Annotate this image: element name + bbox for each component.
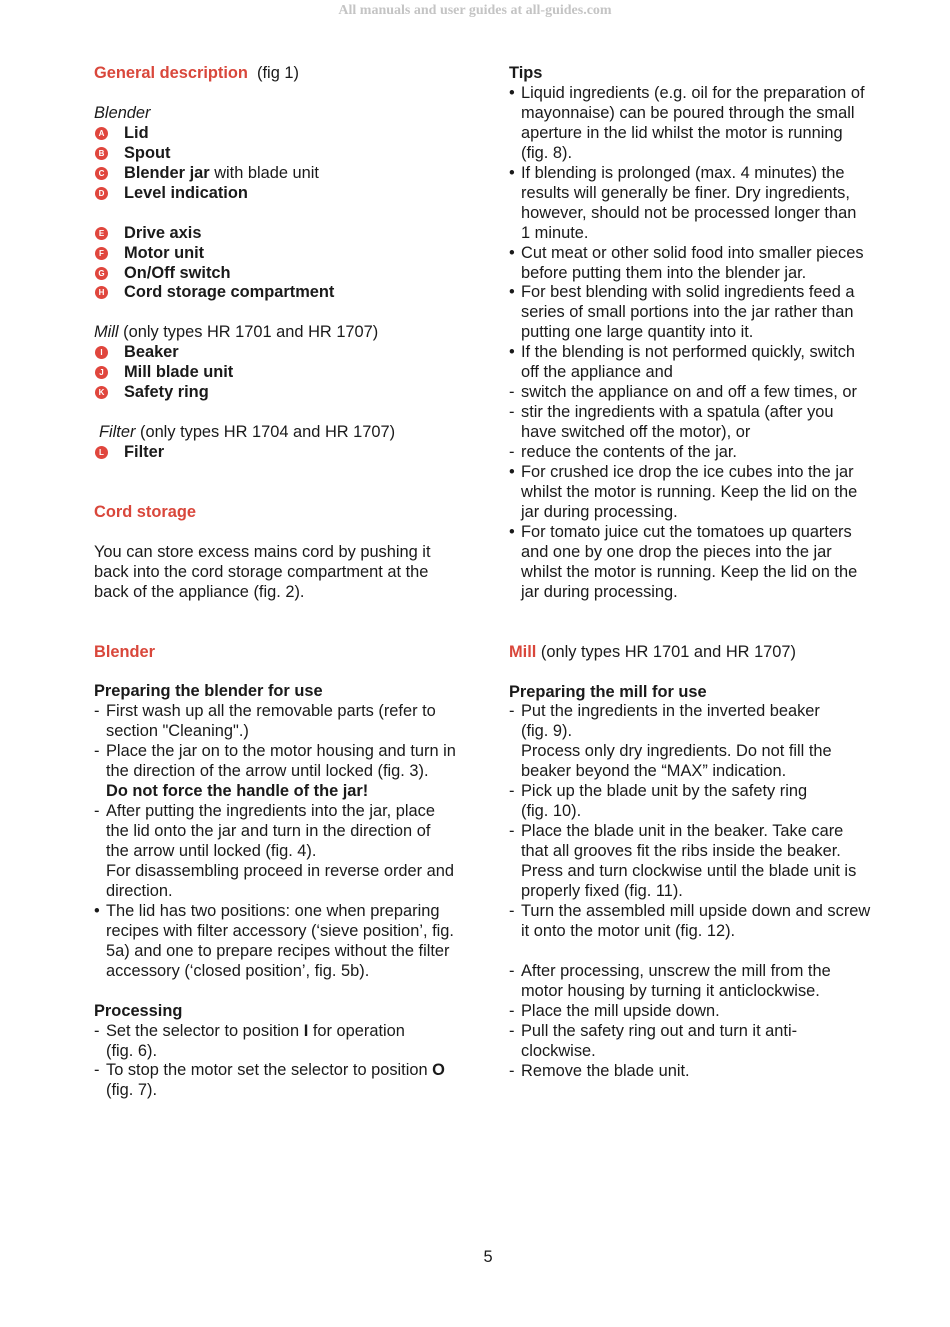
list-marker: - xyxy=(509,702,515,721)
part-name: Mill blade unit xyxy=(124,363,234,382)
part-item xyxy=(94,343,489,363)
tips-list xyxy=(509,84,899,603)
text-line: (fig. 6). xyxy=(106,1041,158,1060)
list-item xyxy=(509,383,899,403)
part-item xyxy=(94,184,489,204)
text-line: back into the cord storage compartment at the xyxy=(94,562,429,581)
left-column xyxy=(94,64,489,1101)
part-badge-icon: L xyxy=(95,446,108,459)
list-item xyxy=(509,1022,899,1062)
text-line: Press and turn clockwise until the blade unit is xyxy=(521,862,857,881)
list-marker: • xyxy=(509,83,515,102)
list-item xyxy=(509,1062,899,1082)
text-line: whilst the motor is running. Keep the lid on the xyxy=(521,483,858,502)
parts-list-b xyxy=(94,224,489,304)
warning-line: Do not force the handle of the jar! xyxy=(106,782,369,801)
list-marker: • xyxy=(509,343,515,362)
text-line: reduce the contents of the jar. xyxy=(521,443,737,462)
text-line: clockwise. xyxy=(521,1041,596,1060)
text-line: Place the blade unit in the beaker. Take care xyxy=(521,822,844,841)
mill-label: Mill xyxy=(94,323,119,342)
blender-label: Blender xyxy=(94,103,151,122)
text-line: and one by one drop the pieces into the jar xyxy=(521,542,832,561)
text-line: beaker beyond the “MAX” indication. xyxy=(521,762,787,781)
list-marker: - xyxy=(509,443,515,462)
list-marker: - xyxy=(509,1001,515,1020)
list-marker: - xyxy=(509,383,515,402)
mill-heading: Mill xyxy=(509,642,537,661)
text-line: it onto the motor unit (fig. 12). xyxy=(521,921,736,940)
text-line: aperture in the lid whilst the motor is running xyxy=(521,123,843,142)
part-item xyxy=(94,244,489,264)
list-marker: - xyxy=(509,961,515,980)
filter-types: (only types HR 1704 and HR 1707) xyxy=(135,423,396,442)
text-line: After putting the ingredients into the jar, place xyxy=(106,802,435,821)
text-line: (fig. 9). xyxy=(521,722,573,741)
part-name: On/Off switch xyxy=(124,263,231,282)
mill-types: (only types HR 1701 and HR 1707) xyxy=(118,323,379,342)
text-line: the lid onto the jar and turn in the direction of xyxy=(106,822,431,841)
part-badge-icon: E xyxy=(95,227,108,240)
text-line: Place the jar on to the motor housing and turn in xyxy=(106,742,456,761)
text-line: For disassembling proceed in reverse order and xyxy=(106,861,455,880)
text-line: 1 minute. xyxy=(521,223,589,242)
text-line: Turn the assembled mill upside down and screw xyxy=(521,901,871,920)
list-marker: - xyxy=(94,702,100,721)
part-item xyxy=(94,363,489,383)
text-span: To stop the motor set the selector to position xyxy=(106,1061,433,1080)
cord-storage-heading: Cord storage xyxy=(94,502,197,521)
page-number: 5 xyxy=(483,1248,493,1266)
right-column xyxy=(509,64,899,1082)
text-line: results will generally be finer. Dry ingredients, xyxy=(521,183,850,202)
text-line: that all grooves fit the ribs inside the beaker. xyxy=(521,842,841,861)
text-line: the arrow until locked (fig. 4). xyxy=(106,842,317,861)
text-line: off the appliance and xyxy=(521,363,673,382)
part-item xyxy=(94,124,489,144)
text-line: the direction of the arrow until locked (fig. 3). xyxy=(106,762,429,781)
text-line: series of small portions into the jar rather than xyxy=(521,303,854,322)
prep-mill-list xyxy=(509,702,899,941)
list-marker: • xyxy=(509,243,515,262)
text-line: jar during processing. xyxy=(521,582,678,601)
position-i: I xyxy=(303,1021,309,1040)
cord-storage-text xyxy=(94,543,489,603)
text-line: properly fixed (fig. 11). xyxy=(521,882,683,901)
text-line: mayonnaise) can be poured through the small xyxy=(521,103,855,122)
part-name: Safety ring xyxy=(124,383,209,402)
part-name: Spout xyxy=(124,143,171,162)
mill-label-line xyxy=(94,323,489,343)
part-name: Blender jar xyxy=(124,163,210,182)
list-marker: - xyxy=(509,782,515,801)
text-line: First wash up all the removable parts (refer to xyxy=(106,702,436,721)
text-line: Liquid ingredients (e.g. oil for the preparation of xyxy=(521,83,865,102)
processing-heading: Processing xyxy=(94,1001,183,1020)
text-line: Pull the safety ring out and turn it anti- xyxy=(521,1021,798,1040)
text-line: For tomato juice cut the tomatoes up quarters xyxy=(521,522,852,541)
text-line: recipes with filter accessory (‘sieve position’, fig. xyxy=(106,921,454,940)
text-line: For best blending with solid ingredients feed a xyxy=(521,283,855,302)
part-name: Level indication xyxy=(124,183,248,202)
position-o: O xyxy=(432,1061,445,1080)
part-badge-icon: D xyxy=(95,187,108,200)
part-badge-icon: F xyxy=(95,247,108,260)
text-line: (fig. 10). xyxy=(521,802,582,821)
list-item xyxy=(509,164,899,244)
list-item xyxy=(509,343,899,383)
text-line: After processing, unscrew the mill from the xyxy=(521,961,831,980)
text-line: (fig. 7). xyxy=(106,1081,158,1100)
list-item xyxy=(94,742,489,802)
list-item xyxy=(509,962,899,1002)
list-item xyxy=(509,283,899,343)
part-name: Cord storage compartment xyxy=(124,283,335,302)
list-item xyxy=(94,702,489,742)
general-description-heading-line xyxy=(94,64,489,84)
watermark: All manuals and user guides at all-guides.com xyxy=(338,3,612,18)
part-item xyxy=(94,443,489,463)
text-line: (fig. 8). xyxy=(521,143,573,162)
list-item: - To stop the motor set the selector to position O (fig. 7). xyxy=(94,1061,489,1101)
list-marker: • xyxy=(94,901,100,920)
part-name: Beaker xyxy=(124,343,179,362)
text-line: back of the appliance (fig. 2). xyxy=(94,582,305,601)
text-line: section "Cleaning".) xyxy=(106,722,249,741)
text-line: motor housing by turning it anticlockwise. xyxy=(521,981,820,1000)
text-line: You can store excess mains cord by pushing it xyxy=(94,542,431,561)
part-badge-icon: A xyxy=(95,127,108,140)
part-badge-icon: B xyxy=(95,147,108,160)
text-line: If blending is prolonged (max. 4 minutes) the xyxy=(521,163,845,182)
prep-blender-list xyxy=(94,702,489,981)
part-badge-icon: H xyxy=(95,286,108,299)
text-line: putting one large quantity into it. xyxy=(521,323,754,342)
prep-mill-heading: Preparing the mill for use xyxy=(509,682,707,701)
text-line: stir the ingredients with a spatula (after you xyxy=(521,403,834,422)
text-line: Pick up the blade unit by the safety ring xyxy=(521,782,808,801)
list-item xyxy=(94,902,489,982)
text-line: Place the mill upside down. xyxy=(521,1001,720,1020)
text-line: however, should not be processed longer than xyxy=(521,203,857,222)
list-marker: - xyxy=(509,403,515,422)
part-item xyxy=(94,224,489,244)
list-item xyxy=(509,1002,899,1022)
list-marker: • xyxy=(509,522,515,541)
list-item xyxy=(509,822,899,902)
list-marker: - xyxy=(509,822,515,841)
part-name: Drive axis xyxy=(124,223,202,242)
processing-list xyxy=(94,1022,489,1102)
text-line: If the blending is not performed quickly, switch xyxy=(521,343,856,362)
list-item xyxy=(509,702,899,782)
text-line: whilst the motor is running. Keep the lid on the xyxy=(521,562,858,581)
text-line: For crushed ice drop the ice cubes into the jar xyxy=(521,463,854,482)
mill-heading-line xyxy=(509,643,899,663)
list-item xyxy=(509,782,899,822)
parts-list-a xyxy=(94,124,489,204)
text-line: Cut meat or other solid food into smaller pieces xyxy=(521,243,864,262)
part-badge-icon: I xyxy=(95,346,108,359)
list-item xyxy=(509,84,899,164)
general-description-fig: (fig 1) xyxy=(257,64,299,82)
list-marker: • xyxy=(509,283,515,302)
text-line: before putting them into the blender jar. xyxy=(521,263,807,282)
part-name: Lid xyxy=(124,123,149,142)
part-item xyxy=(94,264,489,284)
filter-label: Filter xyxy=(99,423,136,442)
text-line: Remove the blade unit. xyxy=(521,1061,690,1080)
after-processing-list xyxy=(509,962,899,1082)
text-line: The lid has two positions: one when preparing xyxy=(106,901,440,920)
list-marker: • xyxy=(509,163,515,182)
part-item xyxy=(94,164,489,184)
list-item xyxy=(509,443,899,463)
list-item xyxy=(509,403,899,443)
part-badge-icon: K xyxy=(95,386,108,399)
text-span: for operation xyxy=(308,1021,405,1040)
text-span: Set the selector to position xyxy=(106,1021,304,1040)
list-item xyxy=(509,463,899,523)
list-item: - Set the selector to position I for operation (fig. 6). xyxy=(94,1022,489,1062)
text-line: Process only dry ingredients. Do not fill the xyxy=(521,742,832,761)
parts-list-d xyxy=(94,443,489,463)
part-name: Filter xyxy=(124,443,165,462)
filter-label-line xyxy=(94,423,489,443)
list-marker: - xyxy=(94,742,100,761)
part-item xyxy=(94,144,489,164)
text-line: accessory (‘closed position’, fig. 5b). xyxy=(106,961,370,980)
part-badge-icon: C xyxy=(95,167,108,180)
list-item xyxy=(509,902,899,942)
part-item xyxy=(94,383,489,403)
text-line: Put the ingredients in the inverted beaker xyxy=(521,702,820,721)
part-name: Motor unit xyxy=(124,243,205,262)
list-marker: - xyxy=(509,1021,515,1040)
list-item xyxy=(94,802,489,902)
tips-heading: Tips xyxy=(509,64,543,82)
part-badge-icon: G xyxy=(95,267,108,280)
part-badge-icon: J xyxy=(95,366,108,379)
list-item xyxy=(509,244,899,284)
list-marker: - xyxy=(94,802,100,821)
text-line: have switched off the motor), or xyxy=(521,423,751,442)
list-item xyxy=(509,523,899,603)
list-marker: - xyxy=(509,1061,515,1080)
text-line: jar during processing. xyxy=(521,502,678,521)
text-line: direction. xyxy=(106,881,173,900)
parts-list-c xyxy=(94,343,489,403)
general-description-heading: General description xyxy=(94,64,248,82)
list-marker: • xyxy=(509,463,515,482)
part-desc: with blade unit xyxy=(209,163,319,182)
part-item xyxy=(94,283,489,303)
blender-heading: Blender xyxy=(94,642,156,661)
text-line: switch the appliance on and off a few times, or xyxy=(521,383,857,402)
mill-heading-types: (only types HR 1701 and HR 1707) xyxy=(536,642,796,661)
list-marker: - xyxy=(509,901,515,920)
prep-blender-heading: Preparing the blender for use xyxy=(94,682,323,701)
text-line: 5a) and one to prepare recipes without the filter xyxy=(106,941,450,960)
